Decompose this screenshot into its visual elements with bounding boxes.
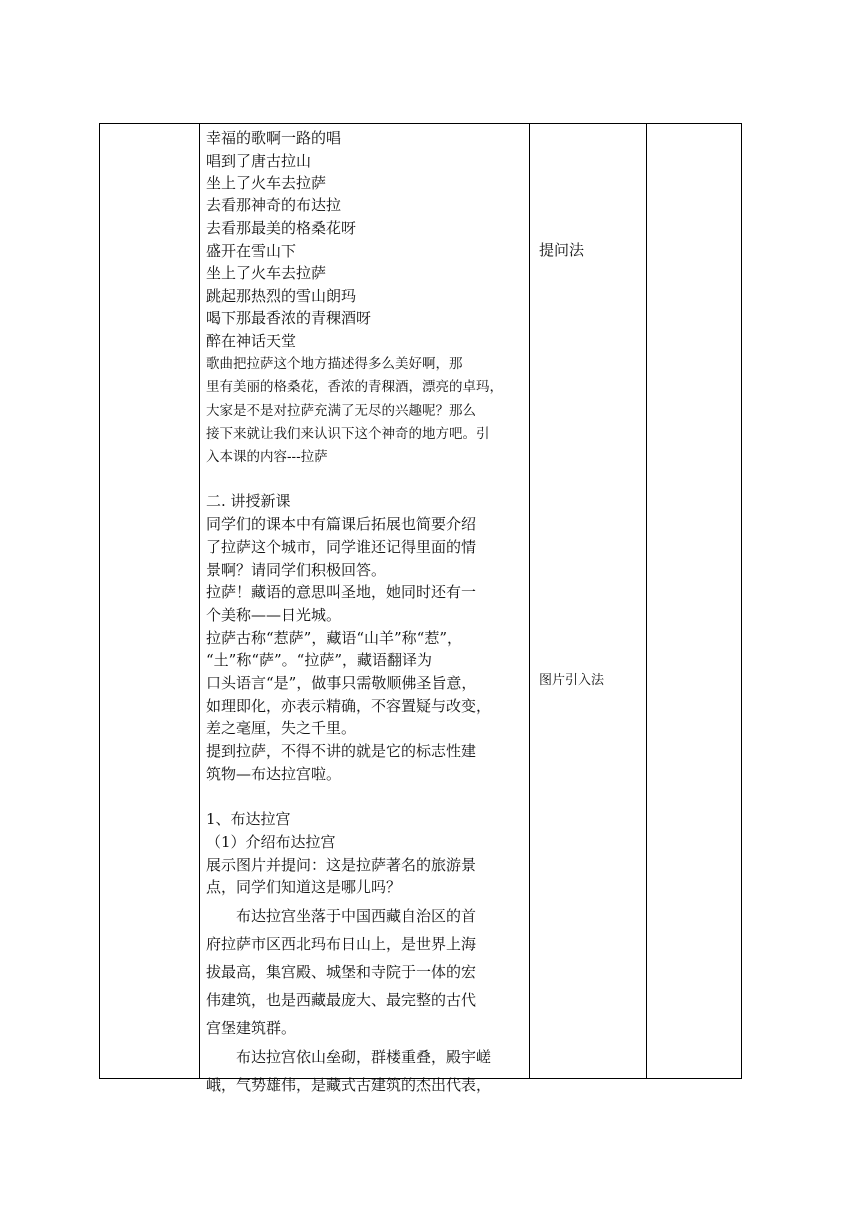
- content-line: 个美称——日光城。: [206, 606, 342, 624]
- content-line: 如理即化，亦表示精确，不容置疑与改变，: [206, 697, 492, 715]
- content-line: 展示图片并提问：这是拉萨著名的旅游景: [206, 856, 477, 874]
- content-line: 二. 讲授新课: [206, 492, 291, 510]
- content-line: 唱到了唐古拉山: [206, 152, 312, 170]
- content-line: 点，同学们知道这是哪儿吗？: [206, 878, 402, 896]
- content-line: 景啊？请同学们积极回答。: [206, 561, 387, 579]
- content-line: 同学们的课本中有篇课后拓展也简要介绍: [206, 515, 477, 533]
- content-line: 布达拉宫依山垒砌，群楼重叠，殿宇嵯: [206, 1048, 492, 1066]
- content-line: （1）介绍布达拉宫: [206, 833, 336, 851]
- content-line: 里有美丽的格桑花，香浓的青稞酒，漂亮的卓玛，: [206, 379, 503, 395]
- teaching-method-cell: [530, 124, 646, 1078]
- content-line: 跳起那热烈的雪山朗玛: [206, 287, 357, 305]
- content-line: 差之毫厘，失之千里。: [206, 719, 357, 737]
- content-line: 布达拉宫坐落于中国西藏自治区的首: [206, 907, 477, 925]
- content-line: 去看那神奇的布达拉: [206, 196, 342, 214]
- content-line: 入本课的内容---拉萨: [206, 449, 328, 465]
- left-empty-cell: [100, 124, 199, 1078]
- content-line: 宫堡建筑群。: [206, 1019, 297, 1037]
- content-line: 坐上了火车去拉萨: [206, 264, 327, 282]
- content-line: 提到拉萨，不得不讲的就是它的标志性建: [206, 742, 477, 760]
- teaching-method-label: 提问法: [539, 241, 585, 259]
- content-line: 拉萨古称“惹萨”，藏语“山羊”称“惹”，: [206, 629, 463, 647]
- content-line: 峨，气势雄伟，是藏式古建筑的杰出代表，: [206, 1076, 492, 1094]
- content-line: 盛开在雪山下: [206, 242, 297, 260]
- content-line: 醉在神话天堂: [206, 332, 297, 350]
- lesson-plan-table: [99, 123, 742, 1094]
- content-line: 大家是不是对拉萨充满了无尽的兴趣呢？那么: [206, 403, 476, 419]
- content-line: 幸福的歌啊一路的唱: [206, 129, 342, 147]
- content-line: 喝下那最香浓的青稞酒呀: [206, 309, 372, 327]
- content-line: 1、布达拉宫: [206, 810, 291, 828]
- content-line: 歌曲把拉萨这个地方描述得多么美好啊，那: [206, 356, 463, 372]
- content-line: 了拉萨这个城市，同学谁还记得里面的情: [206, 538, 477, 556]
- content-line: 坐上了火车去拉萨: [206, 174, 327, 192]
- right-empty-cell: [647, 124, 741, 1078]
- content-line: “土”称“萨”。“拉萨”，藏语翻译为: [206, 651, 433, 669]
- content-line: 筑物—布达拉宫啦。: [206, 765, 342, 783]
- content-line: 拉萨！藏语的意思叫圣地，她同时还有一: [206, 583, 477, 601]
- content-line: 口头语言“是”，做事只需敬顺佛圣旨意，: [206, 674, 477, 692]
- content-line: 去看那最美的格桑花呀: [206, 219, 357, 237]
- teaching-method-label: 图片引入法: [539, 673, 605, 688]
- content-line: 接下来就让我们来认识下这个神奇的地方吧。引: [206, 426, 490, 442]
- content-line: 府拉萨市区西北玛布日山上，是世界上海: [206, 935, 477, 953]
- content-line: 拔最高，集宫殿、城堡和寺院于一体的宏: [206, 963, 477, 981]
- content-line: 伟建筑，也是西藏最庞大、最完整的古代: [206, 991, 477, 1009]
- teaching-content-cell: [200, 124, 530, 1094]
